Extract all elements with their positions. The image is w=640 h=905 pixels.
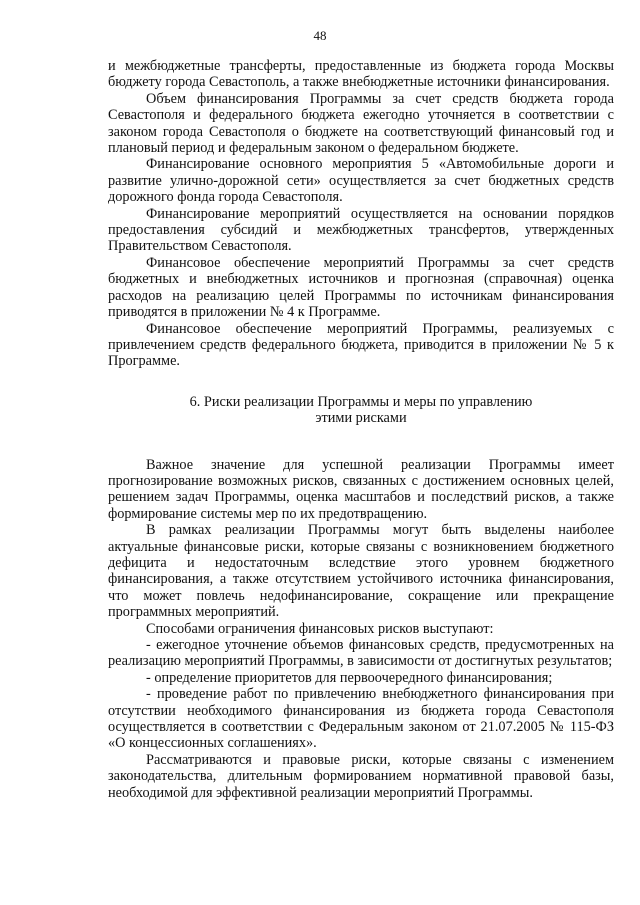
paragraph-subsidies-order: Финансирование мероприятий осуществляется на основании порядков предоставления субсидий и межбюджетных трансфертов, утвержденных Правительством Севастополя. (108, 205, 614, 255)
section-heading (108, 394, 614, 427)
paragraph-roads-funding: Финансирование основного мероприятия 5 «Автомобильные дороги и развитие улично-дорожной сети» осуществляется за счет бюджетных средств дорожного фонда города Севастополя. (108, 156, 614, 206)
list-item-priorities: - определение приоритетов для первоочередного финансирования; (146, 669, 553, 686)
paragraph-appendix-5: Финансовое обеспечение мероприятий Программы, реализуемых с привлечением средств федерального бюджета, приводится в приложении № 5 к Программе. (108, 320, 614, 370)
paragraph-funding-volume: Объем финансирования Программы за счет средств бюджета города Севастополя и федерального бюджета ежегодно уточняется в соответствии с законом города Севастополя о бюджете на соответствующий финансовый год и плановый период и федеральным законом о федеральном бюджете. (108, 90, 614, 157)
page-number: 48 (313, 28, 327, 43)
paragraph-risk-limitation-intro: Способами ограничения финансовых рисков выступают: (146, 620, 494, 637)
list-item-extrabudgetary: - проведение работ по привлечению внебюджетного финансирования при отсутствии необходимого финансирования из бюджета города Севастополя осуществляется в соответствии с Федеральным законом от 21.07.2005 № 115-ФЗ «О концессионных соглашениях». (108, 686, 614, 752)
paragraph-financial-risks: В рамках реализации Программы могут быть выделены наиболее актуальные финансовые риски, которые связаны с возникновением бюджетного дефицита и недостаточным вследствие этого уровнем бюджетного финансирования, а также отсутствием устойчивого источника финансирования, что может повлечь недофинансирование, сокращение или прекращение программных мероприятий. (108, 522, 614, 621)
paragraph-legal-risks: Рассматриваются и правовые риски, которые связаны с изменением законодательства, длительным формированием нормативной правовой базы, необходимой для эффективной реализации мероприятий Программы. (108, 751, 614, 801)
paragraph-appendix-4: Финансовое обеспечение мероприятий Программы за счет средств бюджетных и внебюджетных источников и прогнозная (справочная) оценка расходов на реализацию целей Программы по источникам финансирования приводятся в приложении № 4 к Программе. (108, 254, 614, 321)
section-heading-line2: этими рисками (315, 410, 407, 427)
list-item-annual-update: - ежегодное уточнение объемов финансовых средств, предусмотренных на реализацию мероприятий Программы, в зависимости от достигнутых результатов; (108, 637, 614, 670)
paragraph-risk-forecasting: Важное значение для успешной реализации Программы имеет прогнозирование возможных рисков, связанных с достижением основных целей, решением задач Программы, оценка масштабов и последствий рисков, а также формирование системы мер по их предотвращению. (108, 456, 614, 522)
paragraph-continuation: и межбюджетные трансферты, предоставленные из бюджета города Москвы бюджету города Севастополь, а также внебюджетные источники финансирования. (108, 58, 614, 91)
section-heading-line1: 6. Риски реализации Программы и меры по управлению (189, 393, 533, 410)
page-body (108, 58, 614, 801)
